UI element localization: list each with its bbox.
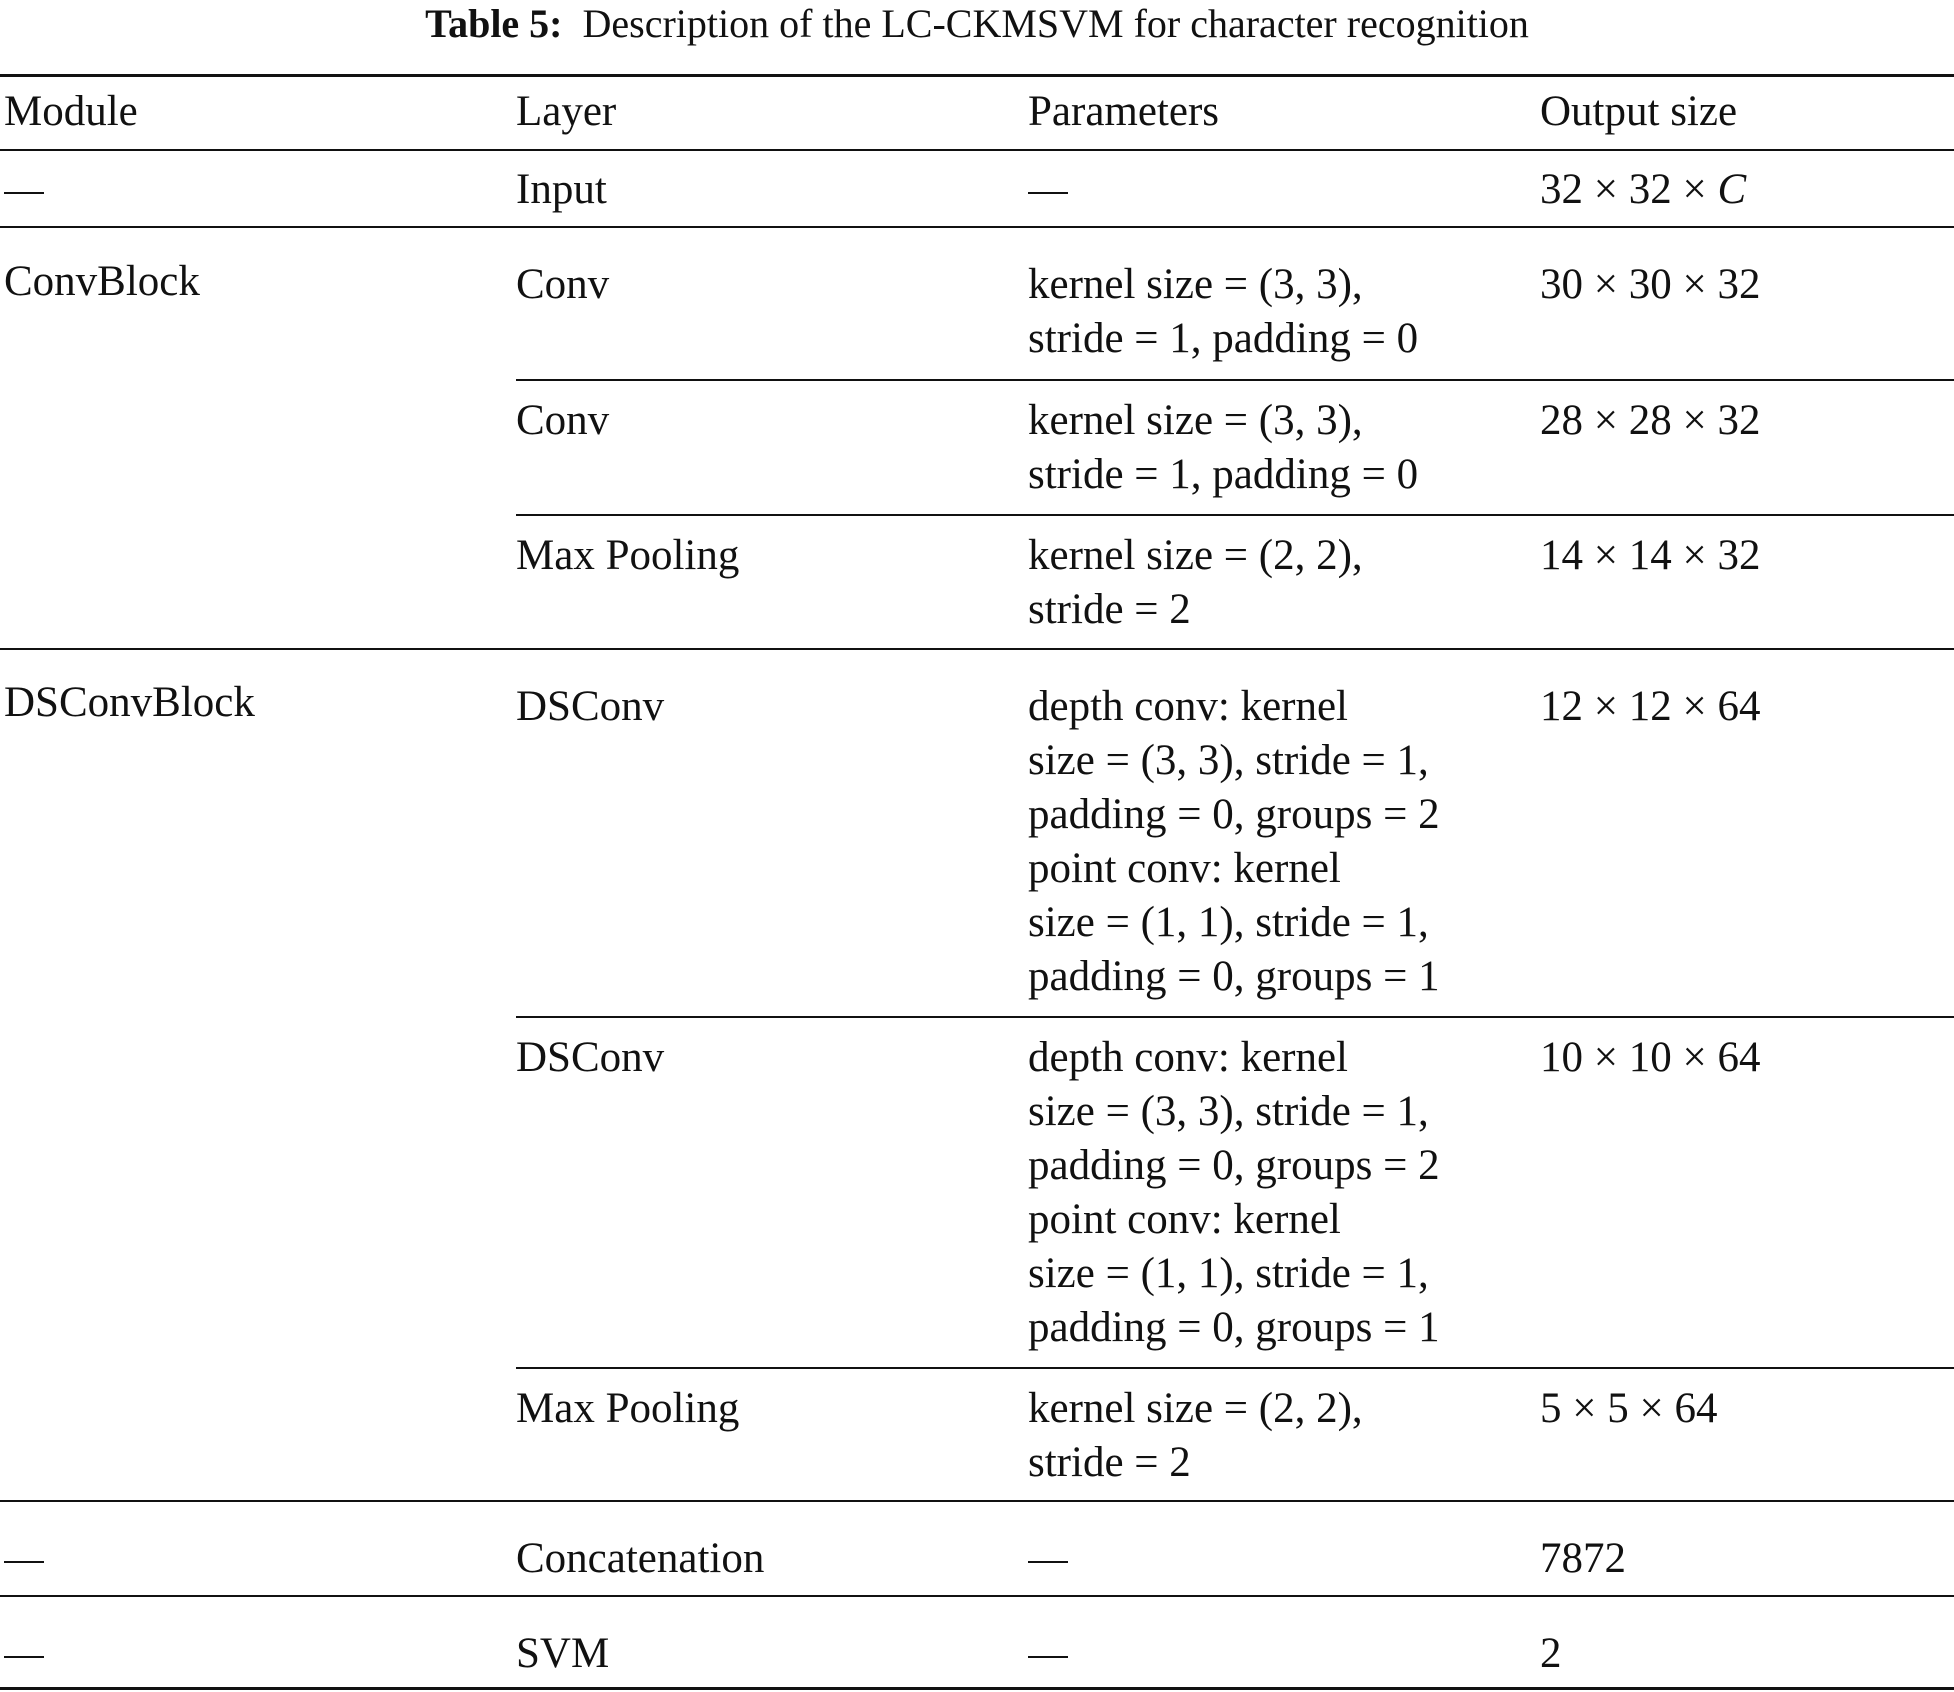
row-dsconv1-layer: DSConv [516, 683, 665, 730]
row-input-output: 32 × 32 × C [1540, 166, 1747, 213]
row-rule-partial [516, 1016, 1954, 1018]
row-rule-partial [516, 514, 1954, 516]
row-convblock-module: ConvBlock [4, 258, 200, 305]
row-svm-layer: SVM [516, 1630, 610, 1677]
dash-mark [1028, 1561, 1068, 1563]
row-concat-layer: Concatenation [516, 1535, 765, 1582]
channel-symbol: C [1717, 166, 1747, 213]
row-dsconv1-param-4: point conv: kernel [1028, 845, 1341, 892]
row-dsconv2-param-6: padding = 0, groups = 1 [1028, 1304, 1440, 1351]
row-conv1-param-1: kernel size = (3, 3), [1028, 261, 1363, 308]
row-pool2-param-1: kernel size = (2, 2), [1028, 1385, 1363, 1432]
row-rule [0, 648, 1954, 650]
row-dsconv1-param-3: padding = 0, groups = 2 [1028, 791, 1440, 838]
row-dsconv2-param-4: point conv: kernel [1028, 1196, 1341, 1243]
row-concat-params [1028, 1532, 1068, 1586]
row-dsconv2-layer: DSConv [516, 1034, 665, 1081]
bottom-rule [0, 1687, 1954, 1690]
row-conv1-param-2: stride = 1, padding = 0 [1028, 315, 1419, 362]
row-dsconv2-param-1: depth conv: kernel [1028, 1034, 1349, 1081]
row-pool1-param-2: stride = 2 [1028, 586, 1191, 633]
row-dsconv2-param-2: size = (3, 3), stride = 1, [1028, 1088, 1429, 1135]
dash-mark [4, 1561, 44, 1563]
row-dsconv1-output: 12 × 12 × 64 [1540, 683, 1761, 730]
row-conv2-param-2: stride = 1, padding = 0 [1028, 451, 1419, 498]
dash-mark [1028, 1656, 1068, 1658]
row-conv1-output: 30 × 30 × 32 [1540, 261, 1761, 308]
header-rule [0, 149, 1954, 151]
row-input-params [1028, 163, 1068, 217]
row-concat-output: 7872 [1540, 1535, 1626, 1582]
row-dsconv1-param-2: size = (3, 3), stride = 1, [1028, 737, 1429, 784]
row-svm-module [4, 1627, 44, 1681]
row-pool1-param-1: kernel size = (2, 2), [1028, 532, 1363, 579]
row-rule-partial [516, 1367, 1954, 1369]
row-svm-output: 2 [1540, 1630, 1562, 1677]
table-caption [0, 0, 1954, 48]
row-pool1-layer: Max Pooling [516, 532, 740, 579]
row-input-module [4, 163, 44, 217]
dash-mark [4, 192, 44, 194]
row-rule-partial [516, 379, 1954, 381]
row-dsconv2-param-5: size = (1, 1), stride = 1, [1028, 1250, 1429, 1297]
row-conv1-layer: Conv [516, 261, 610, 308]
row-pool2-output: 5 × 5 × 64 [1540, 1385, 1718, 1432]
dash-mark [4, 1656, 44, 1658]
row-concat-module [4, 1532, 44, 1586]
top-rule [0, 74, 1954, 77]
dash-mark [1028, 192, 1068, 194]
row-dsconv1-param-6: padding = 0, groups = 1 [1028, 953, 1440, 1000]
row-dsconv1-param-1: depth conv: kernel [1028, 683, 1349, 730]
row-conv2-output: 28 × 28 × 32 [1540, 397, 1761, 444]
row-pool2-layer: Max Pooling [516, 1385, 740, 1432]
row-dsconv2-output: 10 × 10 × 64 [1540, 1034, 1761, 1081]
row-pool1-output: 14 × 14 × 32 [1540, 532, 1761, 579]
row-dsconv1-param-5: size = (1, 1), stride = 1, [1028, 899, 1429, 946]
row-rule [0, 226, 1954, 228]
row-svm-params [1028, 1627, 1068, 1681]
table-caption-text: Description of the LC-CKMSVM for character recognition [582, 1, 1529, 46]
header-module: Module [4, 88, 138, 135]
row-conv2-layer: Conv [516, 397, 610, 444]
row-dsconvblock-module: DSConvBlock [4, 679, 255, 726]
header-output-size: Output size [1540, 88, 1738, 135]
row-rule [0, 1595, 1954, 1597]
header-parameters: Parameters [1028, 88, 1220, 135]
row-pool2-param-2: stride = 2 [1028, 1439, 1191, 1486]
table-caption-label: Table 5: [425, 1, 563, 46]
row-dsconv2-param-3: padding = 0, groups = 2 [1028, 1142, 1440, 1189]
header-layer: Layer [516, 88, 617, 135]
row-input-layer: Input [516, 166, 607, 213]
row-conv2-param-1: kernel size = (3, 3), [1028, 397, 1363, 444]
row-rule [0, 1500, 1954, 1502]
